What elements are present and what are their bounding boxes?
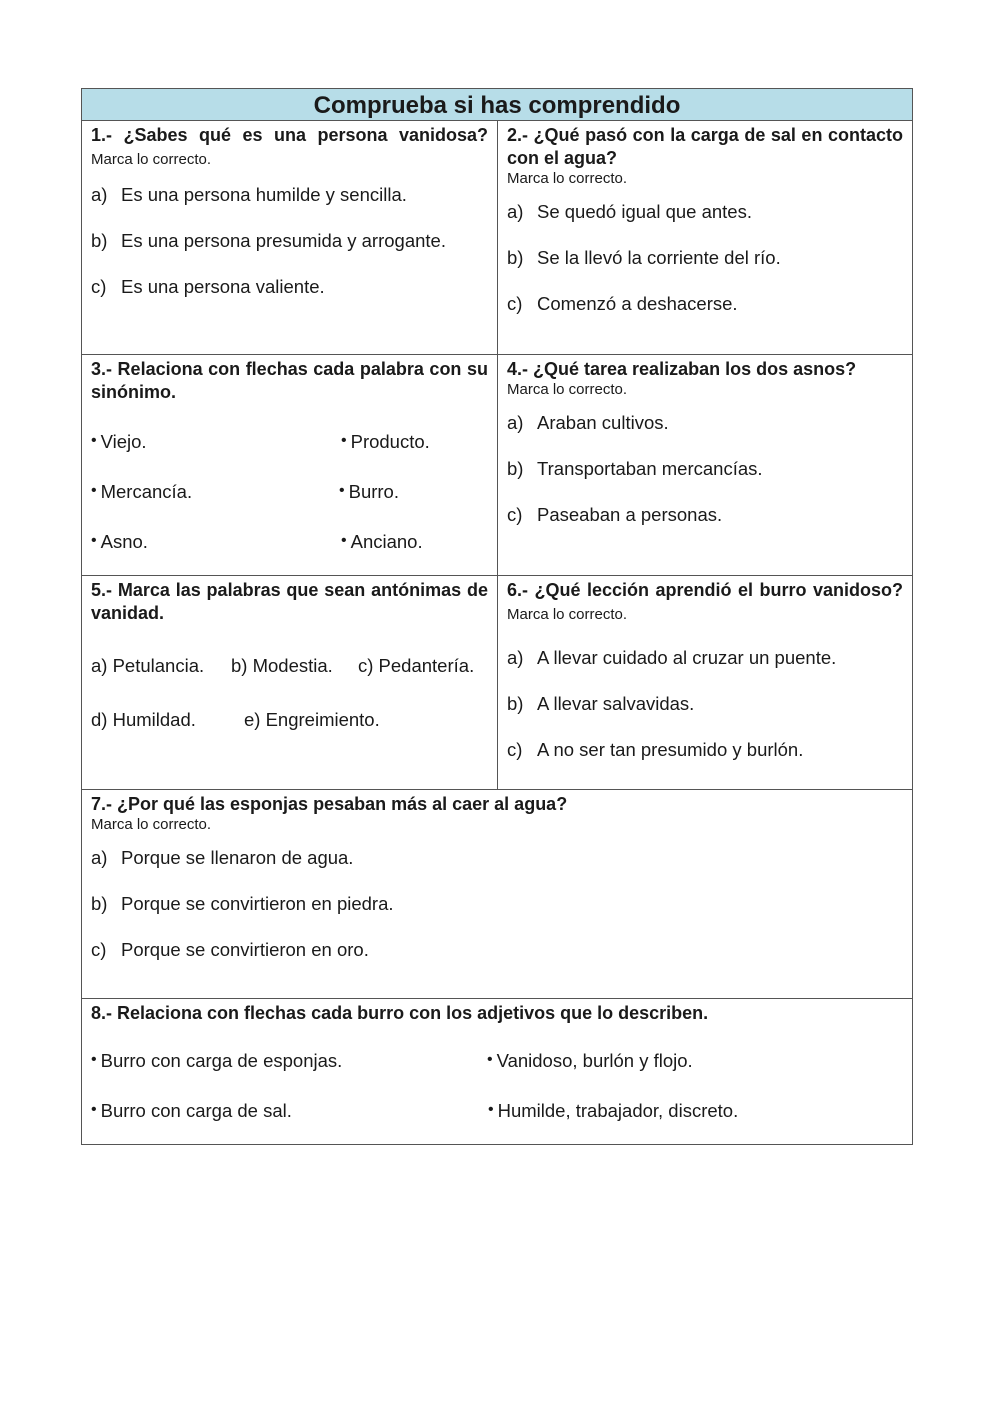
question-1-text	[91, 124, 488, 171]
q6-option-b[interactable]	[507, 692, 903, 716]
row-1	[82, 121, 912, 355]
option-label: b)	[507, 458, 524, 479]
q7-option-b[interactable]	[91, 892, 903, 916]
q6-option-a[interactable]	[507, 646, 903, 670]
bullet-icon: •	[91, 1051, 97, 1068]
option-text: Se la llevó la corriente del río.	[537, 247, 781, 268]
question-4-text: 4.- ¿Qué tarea realizaban los dos asnos?	[507, 359, 857, 379]
bullet-icon: •	[91, 1101, 97, 1118]
option-label: a)	[91, 184, 108, 205]
option-label: c)	[507, 739, 523, 760]
bullet-icon: •	[91, 532, 97, 549]
bullet-icon: •	[339, 482, 345, 499]
question-7-instruction: Marca lo correcto.	[91, 816, 212, 833]
question-6-text	[507, 579, 903, 626]
question-5-text: 5.- Marca las palabras que sean antónimas de vanidad.	[91, 580, 488, 623]
row-4	[82, 790, 912, 999]
q1-option-b[interactable]	[91, 229, 488, 253]
bullet-icon: •	[488, 1101, 494, 1118]
item-text: Asno.	[100, 531, 148, 552]
question-1-prompt: 1.- ¿Sabes qué es una persona vanidosa?	[91, 125, 488, 145]
worksheet-title: Comprueba si has comprendido	[82, 89, 912, 121]
option-text: Paseaban a personas.	[537, 504, 723, 525]
question-6-prompt: 6.- ¿Qué lección aprendió el burro vanidoso?	[507, 580, 903, 600]
option-label: c)	[91, 276, 107, 297]
bullet-icon: •	[91, 432, 97, 449]
antonym-option[interactable]: d) Humildad.	[91, 709, 196, 730]
synonym-left-item[interactable]	[91, 430, 147, 456]
row-3	[82, 576, 912, 790]
bullet-icon: •	[341, 432, 347, 449]
question-8-text: 8.- Relaciona con flechas cada burro con los adjetivos que lo describen.	[91, 1003, 709, 1023]
question-7-text: 7.- ¿Por qué las esponjas pesaban más al caer al agua?	[91, 794, 568, 814]
question-8	[82, 999, 912, 1144]
option-text: Es una persona humilde y sencilla.	[121, 184, 407, 205]
option-label: c)	[91, 939, 107, 960]
donkey-item[interactable]	[91, 1049, 342, 1075]
synonym-left-item[interactable]	[91, 530, 148, 556]
option-label: b)	[91, 893, 108, 914]
q4-option-a[interactable]	[507, 411, 903, 435]
antonym-option[interactable]: c) Pedantería.	[358, 655, 475, 676]
option-text: Es una persona presumida y arrogante.	[121, 230, 446, 251]
bullet-icon: •	[91, 482, 97, 499]
q7-option-a[interactable]	[91, 846, 903, 870]
option-text: Porque se llenaron de agua.	[121, 847, 354, 868]
option-text: A llevar cuidado al cruzar un puente.	[537, 647, 837, 668]
item-text: Burro.	[348, 481, 399, 502]
question-1	[82, 121, 497, 354]
option-label: a)	[507, 647, 524, 668]
item-text: Producto.	[350, 431, 430, 452]
question-6-instruction: Marca lo correcto.	[507, 606, 628, 623]
option-label: c)	[507, 504, 523, 525]
item-text: Mercancía.	[100, 481, 193, 502]
worksheet-table	[81, 88, 913, 1145]
q2-option-b[interactable]	[507, 246, 903, 270]
option-text: Porque se convirtieron en piedra.	[121, 893, 394, 914]
question-1-instruction: Marca lo correcto.	[91, 151, 212, 168]
synonym-right-item[interactable]	[341, 530, 423, 556]
item-text: Humilde, trabajador, discreto.	[497, 1100, 739, 1121]
option-label: a)	[507, 201, 524, 222]
option-text: Comenzó a deshacerse.	[537, 293, 738, 314]
q6-option-c[interactable]	[507, 738, 903, 762]
option-text: A llevar salvavidas.	[537, 693, 695, 714]
option-label: a)	[507, 412, 524, 433]
question-6	[497, 576, 912, 789]
adjective-item[interactable]	[488, 1099, 738, 1125]
q2-option-c[interactable]	[507, 292, 903, 316]
antonym-option[interactable]: e) Engreimiento.	[244, 709, 380, 730]
option-label: c)	[507, 293, 523, 314]
q4-option-b[interactable]	[507, 457, 903, 481]
option-text: Transportaban mercancías.	[537, 458, 763, 479]
question-4-instruction: Marca lo correcto.	[507, 381, 628, 398]
option-label: b)	[507, 247, 524, 268]
item-text: Burro con carga de sal.	[100, 1100, 292, 1121]
question-3	[82, 355, 497, 575]
row-5	[82, 999, 912, 1144]
option-text: Porque se convirtieron en oro.	[121, 939, 369, 960]
option-text: Araban cultivos.	[537, 412, 669, 433]
item-text: Viejo.	[100, 431, 147, 452]
q7-option-c[interactable]	[91, 938, 903, 962]
bullet-icon: •	[341, 532, 347, 549]
question-2-text: 2.- ¿Qué pasó con la carga de sal en contacto con el agua?	[507, 125, 903, 168]
bullet-icon: •	[487, 1051, 493, 1068]
option-label: b)	[91, 230, 108, 251]
question-7	[82, 790, 912, 998]
option-text: Se quedó igual que antes.	[537, 201, 752, 222]
q1-option-c[interactable]	[91, 275, 488, 299]
synonym-left-item[interactable]	[91, 480, 192, 506]
adjective-item[interactable]	[487, 1049, 693, 1075]
q1-option-a[interactable]	[91, 183, 488, 207]
item-text: Burro con carga de esponjas.	[100, 1050, 343, 1071]
option-label: b)	[507, 693, 524, 714]
antonym-option[interactable]: b) Modestia.	[231, 655, 333, 676]
option-label: a)	[91, 847, 108, 868]
synonym-right-item[interactable]	[339, 480, 399, 506]
q2-option-a[interactable]	[507, 200, 903, 224]
antonym-option[interactable]: a) Petulancia.	[91, 655, 205, 676]
synonym-right-item[interactable]	[341, 430, 430, 456]
option-text: Es una persona valiente.	[121, 276, 325, 297]
question-5	[82, 576, 497, 789]
donkey-item[interactable]	[91, 1099, 292, 1125]
question-3-text: 3.- Relaciona con flechas cada palabra con su sinónimo.	[91, 359, 488, 402]
option-text: A no ser tan presumido y burlón.	[537, 739, 804, 760]
row-2	[82, 355, 912, 576]
question-2-instruction: Marca lo correcto.	[507, 170, 628, 187]
q4-option-c[interactable]	[507, 503, 903, 527]
item-text: Anciano.	[350, 531, 423, 552]
item-text: Vanidoso, burlón y flojo.	[496, 1050, 693, 1071]
question-2	[497, 121, 912, 354]
question-4	[497, 355, 912, 575]
